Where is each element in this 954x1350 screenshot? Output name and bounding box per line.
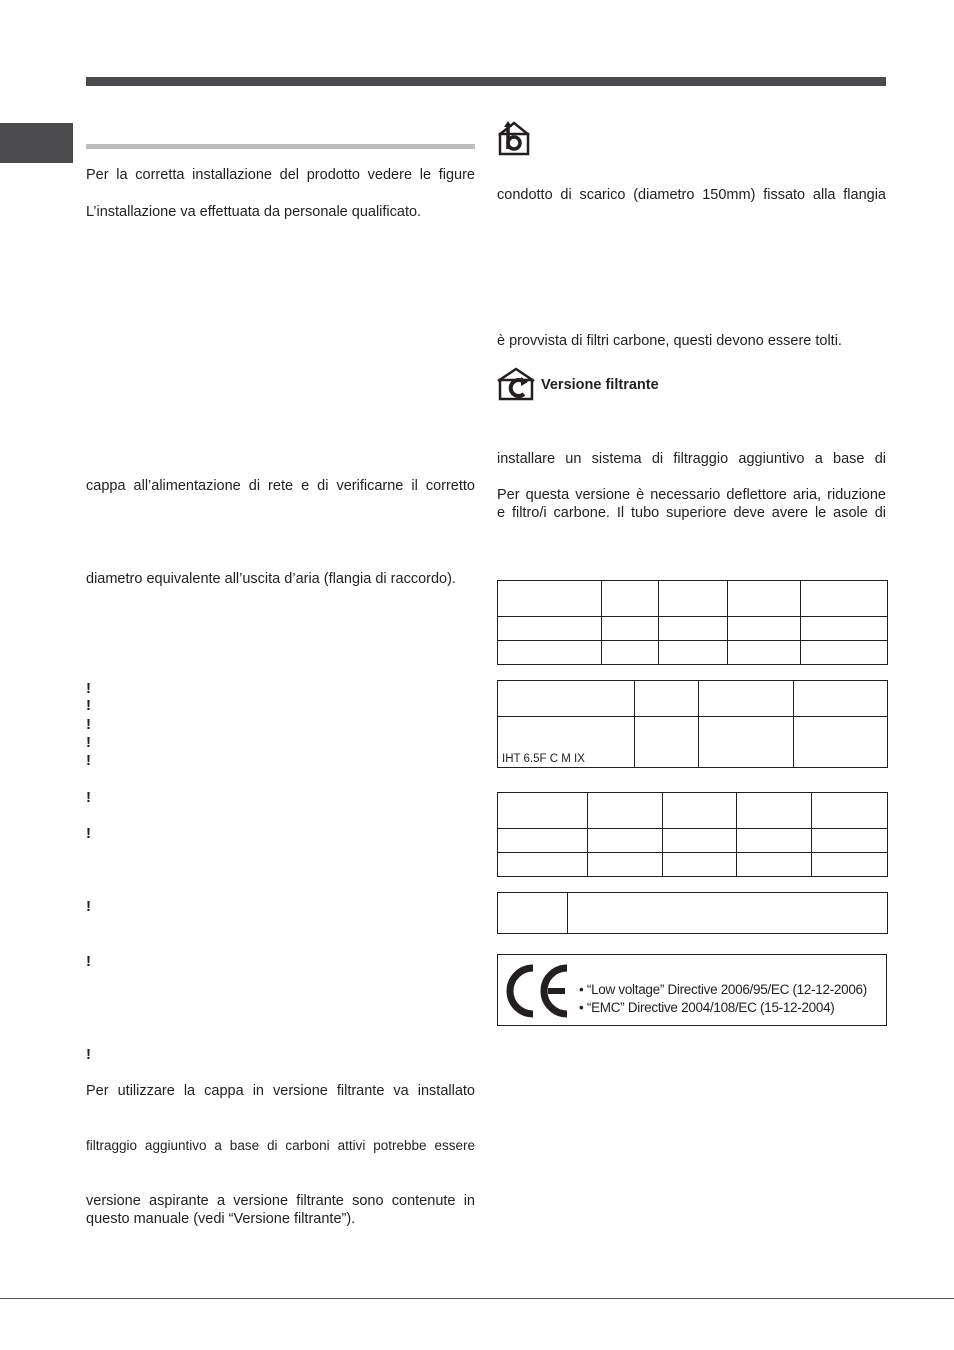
warning-mark: ! — [86, 734, 91, 751]
directive-list — [579, 981, 867, 1017]
right-text-line: Per questa versione è necessario deflettore aria, riduzione — [497, 487, 886, 503]
table-row — [498, 681, 888, 717]
ducted-version-icon — [497, 121, 531, 157]
directive-item: • “Low voltage” Directive 2006/95/EC (12-12-2006) — [579, 982, 867, 997]
table-row — [498, 793, 888, 829]
directive-item: • “EMC” Directive 2004/108/EC (15-12-2004) — [579, 1000, 835, 1015]
model-code: IHT 6.5F C M IX — [502, 753, 585, 765]
left-text-line: Per la corretta installazione del prodotto vedere le figure — [86, 167, 475, 183]
spec-table-1 — [497, 580, 888, 665]
ce-compliance-box — [497, 954, 887, 1026]
left-text-line: L’installazione va effettuata da personale qualificato. — [86, 204, 422, 220]
language-tab — [0, 123, 73, 163]
left-text-line: versione aspirante a versione filtrante sono contenute in — [86, 1193, 475, 1209]
table-cell-model — [498, 717, 635, 768]
warning-mark: ! — [86, 898, 91, 915]
right-text-line: condotto di scarico (diametro 150mm) fissato alla flangia — [497, 187, 886, 203]
warning-mark: ! — [86, 752, 91, 769]
right-text-line: e filtro/i carbone. Il tubo superiore deve avere le asole di — [497, 505, 886, 521]
ce-mark-icon — [504, 964, 570, 1018]
left-text-line: diametro equivalente all’uscita d’aria (flangia di raccordo). — [86, 571, 456, 587]
left-text-line: questo manuale (vedi “Versione filtrante”). — [86, 1211, 356, 1227]
table-row — [498, 853, 888, 877]
table-row — [498, 581, 888, 617]
table-row — [498, 829, 888, 853]
table-row — [498, 717, 888, 768]
right-text-line: installare un sistema di filtraggio aggiuntivo a base di — [497, 451, 886, 467]
right-text-line: è provvista di filtri carbone, questi devono essere tolti. — [497, 333, 842, 349]
table-row — [498, 641, 888, 665]
warning-mark: ! — [86, 680, 91, 697]
spec-table-3 — [497, 792, 888, 877]
left-text-line: filtraggio aggiuntivo a base di carboni attivi potrebbe essere — [86, 1138, 475, 1153]
filter-version-heading: Versione filtrante — [541, 377, 659, 393]
spec-table-2 — [497, 680, 888, 768]
bottom-rule — [0, 1298, 954, 1299]
table-row — [498, 893, 888, 934]
warning-mark: ! — [86, 716, 91, 733]
warning-mark: ! — [86, 789, 91, 806]
filter-version-icon — [497, 367, 537, 401]
warning-mark: ! — [86, 953, 91, 970]
warning-mark: ! — [86, 697, 91, 714]
top-rule — [86, 77, 886, 86]
left-text-line: cappa all’alimentazione di rete e di verificarne il corretto — [86, 478, 475, 494]
warning-mark: ! — [86, 1046, 91, 1063]
spec-table-4 — [497, 892, 888, 934]
warning-mark: ! — [86, 825, 91, 842]
section-rule — [86, 144, 475, 149]
left-text-line: Per utilizzare la cappa in versione filtrante va installato — [86, 1083, 475, 1099]
table-row — [498, 617, 888, 641]
